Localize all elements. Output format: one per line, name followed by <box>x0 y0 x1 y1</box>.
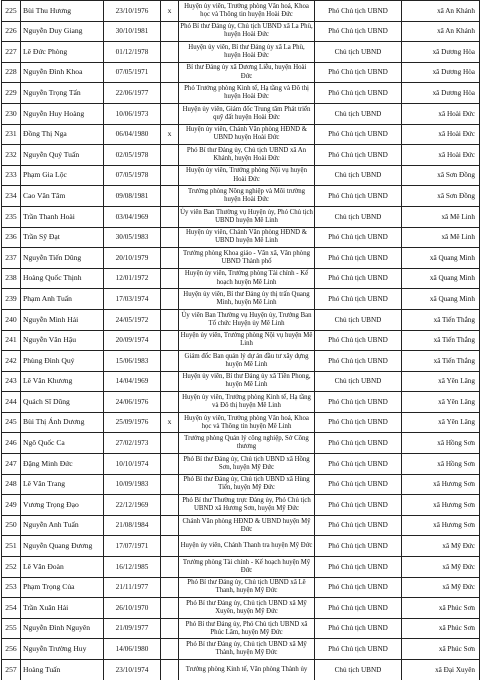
row-number: 232 <box>2 145 21 166</box>
new-position: Phó Chủ tịch UBND <box>315 124 402 145</box>
current-job: Phó Bí thư Đảng ủy, Chủ tịch UBND xã An Khánh, huyện Hoài Đức <box>179 145 315 166</box>
table-row <box>2 145 480 166</box>
date-of-birth: 06/04/1980 <box>104 124 161 145</box>
person-name: Đồng Thị Nga <box>21 124 104 145</box>
assigned-commune: xã Sơn Đồng <box>402 165 480 186</box>
date-of-birth: 21/08/1984 <box>104 515 161 536</box>
table-row <box>2 1 480 22</box>
row-number: 226 <box>2 21 21 42</box>
table-row <box>2 454 480 475</box>
person-name: Trần Sỹ Đạt <box>21 227 104 248</box>
female-mark <box>161 454 179 475</box>
female-mark <box>161 227 179 248</box>
person-name: Nguyễn Anh Tuấn <box>21 515 104 536</box>
assigned-commune: xã Mê Linh <box>402 227 480 248</box>
assigned-commune: xã Dương Hòa <box>402 42 480 63</box>
table-row <box>2 660 480 680</box>
date-of-birth: 30/10/1981 <box>104 21 161 42</box>
row-number: 244 <box>2 392 21 413</box>
date-of-birth: 30/05/1983 <box>104 227 161 248</box>
assigned-commune: xã Tiến Thắng <box>402 330 480 351</box>
row-number: 245 <box>2 412 21 433</box>
date-of-birth: 10/06/1973 <box>104 103 161 124</box>
assigned-commune: xã Quang Minh <box>402 268 480 289</box>
person-name: Nguyễn Trọng Tấn <box>21 83 104 104</box>
new-position: Phó Chủ tịch UBND <box>315 412 402 433</box>
female-mark <box>161 330 179 351</box>
current-job: Huyện ủy viên, Trưởng phòng Nội vụ huyện Mê Linh <box>179 330 315 351</box>
person-name: Trần Xuân Hải <box>21 598 104 619</box>
assigned-commune: xã Hồng Sơn <box>402 433 480 454</box>
female-mark <box>161 495 179 516</box>
assigned-commune: xã Yên Lãng <box>402 412 480 433</box>
current-job: Phó Trưởng phòng Kinh tế, Hạ tầng và Đô thị huyện Hoài Đức <box>179 83 315 104</box>
current-job: Huyện ủy viên, Chánh Văn phòng HĐND & UBND huyện Hoài Đức <box>179 124 315 145</box>
row-number: 233 <box>2 165 21 186</box>
row-number: 235 <box>2 206 21 227</box>
person-name: Phạm Trọng Của <box>21 577 104 598</box>
new-position: Phó Chủ tịch UBND <box>315 433 402 454</box>
current-job: Trưởng phòng Kinh tế, Văn phòng Thành ủy <box>179 660 315 680</box>
person-name: Lê Văn Đoàn <box>21 557 104 578</box>
new-position: Phó Chủ tịch UBND <box>315 227 402 248</box>
row-number: 248 <box>2 474 21 495</box>
row-number: 241 <box>2 330 21 351</box>
row-number: 229 <box>2 83 21 104</box>
row-number: 252 <box>2 557 21 578</box>
assigned-commune: xã Hoài Đức <box>402 145 480 166</box>
row-number: 246 <box>2 433 21 454</box>
person-name: Nguyễn Huy Hoàng <box>21 103 104 124</box>
date-of-birth: 22/12/1969 <box>104 495 161 516</box>
person-name: Nguyễn Đình Nguyên <box>21 618 104 639</box>
current-job: Bí thư Đảng ủy xã Dương Liễu, huyện Hoài Đức <box>179 62 315 83</box>
row-number: 251 <box>2 536 21 557</box>
new-position: Phó Chủ tịch UBND <box>315 515 402 536</box>
table-row <box>2 330 480 351</box>
date-of-birth: 20/10/1979 <box>104 248 161 269</box>
female-mark <box>161 577 179 598</box>
female-mark <box>161 536 179 557</box>
assigned-commune: xã Yên Lãng <box>402 371 480 392</box>
date-of-birth: 26/10/1970 <box>104 598 161 619</box>
current-job: Trưởng phòng Khoa giáo - Văn xã, Văn phòng UBND Thành phố <box>179 248 315 269</box>
current-job: Phó Bí thư Đảng ủy, Chủ tịch UBND xã Mỹ Thành, huyện Mỹ Đức <box>179 639 315 660</box>
date-of-birth: 21/09/1977 <box>104 618 161 639</box>
current-job: Phó Bí thư Thường trực Đảng ủy, Phó Chủ tịch UBND xã Hương Sơn, huyện Mỹ Đức <box>179 495 315 516</box>
table-body <box>2 1 480 680</box>
person-name: Quách Sĩ Dũng <box>21 392 104 413</box>
assigned-commune: xã Dương Hòa <box>402 62 480 83</box>
table-row <box>2 351 480 372</box>
assigned-commune: xã Yên Lãng <box>402 392 480 413</box>
current-job: Huyện ủy viên, Trưởng phòng Văn hoá, Khoa học và Thông tin huyện Hoài Đức <box>179 1 315 22</box>
new-position: Phó Chủ tịch UBND <box>315 289 402 310</box>
person-name: Nguyễn Quý Tuấn <box>21 145 104 166</box>
person-name: Nguyễn Quang Đương <box>21 536 104 557</box>
female-mark <box>161 557 179 578</box>
new-position: Phó Chủ tịch UBND <box>315 392 402 413</box>
new-position: Phó Chủ tịch UBND <box>315 248 402 269</box>
date-of-birth: 14/04/1969 <box>104 371 161 392</box>
current-job: Huyện ủy viên, Bí thư Đảng ủy xã La Phù, huyện Hoài Đức <box>179 42 315 63</box>
person-name: Hoàng Tuấn <box>21 660 104 680</box>
person-name: Bùi Thị Ánh Dương <box>21 412 104 433</box>
new-position: Chủ tịch UBND <box>315 371 402 392</box>
female-mark <box>161 145 179 166</box>
new-position: Phó Chủ tịch UBND <box>315 495 402 516</box>
female-mark <box>161 21 179 42</box>
new-position: Phó Chủ tịch UBND <box>315 83 402 104</box>
table-row <box>2 21 480 42</box>
current-job: Ủy viên Ban Thường vụ Huyện ủy, Trưởng Ban Tổ chức Huyện ủy Mê Linh <box>179 309 315 330</box>
row-number: 254 <box>2 598 21 619</box>
assigned-commune: xã Mê Linh <box>402 206 480 227</box>
new-position: Phó Chủ tịch UBND <box>315 1 402 22</box>
date-of-birth: 16/12/1985 <box>104 557 161 578</box>
current-job: Huyện ủy viên, Trưởng phòng Kinh tế, Hạ tầng và Đô thị huyện Mê Linh <box>179 392 315 413</box>
table-row <box>2 598 480 619</box>
current-job: Phó Bí thư Đảng ủy, Phó Chủ tịch UBND xã Phúc Lâm, huyện Mỹ Đức <box>179 618 315 639</box>
table-row <box>2 83 480 104</box>
person-name: Lê Văn Trang <box>21 474 104 495</box>
person-name: Vương Trọng Đạo <box>21 495 104 516</box>
date-of-birth: 25/09/1976 <box>104 412 161 433</box>
table-row <box>2 577 480 598</box>
current-job: Giám đốc Ban quản lý dự án đầu tư xây dựng huyện Mê Linh <box>179 351 315 372</box>
assigned-commune: xã Hồng Sơn <box>402 454 480 475</box>
current-job: Huyện ủy viên, Bí thư Đảng ủy thị trấn Quang Minh, huyện Mê Linh <box>179 289 315 310</box>
table-row <box>2 639 480 660</box>
female-mark <box>161 371 179 392</box>
new-position: Chủ tịch UBND <box>315 206 402 227</box>
assigned-commune: xã Hương Sơn <box>402 515 480 536</box>
table-row <box>2 227 480 248</box>
date-of-birth: 27/02/1973 <box>104 433 161 454</box>
new-position: Chủ tịch UBND <box>315 309 402 330</box>
female-mark <box>161 639 179 660</box>
row-number: 240 <box>2 309 21 330</box>
date-of-birth: 20/09/1974 <box>104 330 161 351</box>
new-position: Phó Chủ tịch UBND <box>315 618 402 639</box>
date-of-birth: 07/05/1978 <box>104 165 161 186</box>
new-position: Phó Chủ tịch UBND <box>315 62 402 83</box>
female-mark <box>161 598 179 619</box>
assigned-commune: xã Hương Sơn <box>402 474 480 495</box>
assigned-commune: xã Hương Sơn <box>402 495 480 516</box>
female-mark <box>161 248 179 269</box>
assigned-commune: xã Tiến Thắng <box>402 309 480 330</box>
table-row <box>2 371 480 392</box>
female-mark <box>161 165 179 186</box>
row-number: 257 <box>2 660 21 680</box>
person-name: Nguyễn Văn Hậu <box>21 330 104 351</box>
new-position: Phó Chủ tịch UBND <box>315 268 402 289</box>
current-job: Huyện ủy viên, Chánh Thanh tra huyện Mỹ Đức <box>179 536 315 557</box>
date-of-birth: 01/12/1978 <box>104 42 161 63</box>
person-name: Cao Văn Tâm <box>21 186 104 207</box>
current-job: Huyện ủy viên, Giám đốc Trung tâm Phát triển quỹ đất huyện Hoài Đức <box>179 103 315 124</box>
person-name: Đặng Minh Đức <box>21 454 104 475</box>
current-job: Trưởng phòng Quản lý công nghiệp, Sở Công thương <box>179 433 315 454</box>
person-name: Bùi Thu Hương <box>21 1 104 22</box>
row-number: 239 <box>2 289 21 310</box>
date-of-birth: 24/06/1976 <box>104 392 161 413</box>
table-row <box>2 165 480 186</box>
row-number: 231 <box>2 124 21 145</box>
table-row <box>2 536 480 557</box>
date-of-birth: 15/06/1983 <box>104 351 161 372</box>
current-job: Trưởng phòng Tài chính - Kế hoạch huyện Mỹ Đức <box>179 557 315 578</box>
table-row <box>2 124 480 145</box>
assigned-commune: xã Phúc Sơn <box>402 618 480 639</box>
female-mark <box>161 618 179 639</box>
female-mark: x <box>161 412 179 433</box>
table-row <box>2 392 480 413</box>
assigned-commune: xã Mỹ Đức <box>402 557 480 578</box>
date-of-birth: 21/11/1977 <box>104 577 161 598</box>
table-row <box>2 289 480 310</box>
table-row <box>2 557 480 578</box>
row-number: 243 <box>2 371 21 392</box>
new-position: Phó Chủ tịch UBND <box>315 536 402 557</box>
new-position: Phó Chủ tịch UBND <box>315 557 402 578</box>
new-position: Phó Chủ tịch UBND <box>315 330 402 351</box>
table-row <box>2 618 480 639</box>
person-name: Phạm Anh Tuấn <box>21 289 104 310</box>
row-number: 253 <box>2 577 21 598</box>
date-of-birth: 17/07/1971 <box>104 536 161 557</box>
row-number: 242 <box>2 351 21 372</box>
current-job: Huyện ủy viên, Chánh Văn phòng HĐND & UBND huyện Mê Linh <box>179 227 315 248</box>
date-of-birth: 03/04/1969 <box>104 206 161 227</box>
table-row <box>2 103 480 124</box>
current-job: Phó Bí thư Đảng ủy, Chủ tịch UBND xã Hùng Tiến, huyện Mỹ Đức <box>179 474 315 495</box>
person-name: Nguyễn Trường Huy <box>21 639 104 660</box>
row-number: 230 <box>2 103 21 124</box>
female-mark: x <box>161 124 179 145</box>
new-position: Phó Chủ tịch UBND <box>315 454 402 475</box>
table-row <box>2 495 480 516</box>
new-position: Phó Chủ tịch UBND <box>315 21 402 42</box>
assigned-commune: xã Hoài Đức <box>402 124 480 145</box>
assigned-commune: xã Phúc Sơn <box>402 598 480 619</box>
table-row <box>2 515 480 536</box>
date-of-birth: 17/03/1974 <box>104 289 161 310</box>
female-mark <box>161 660 179 680</box>
table-row <box>2 412 480 433</box>
female-mark <box>161 392 179 413</box>
date-of-birth: 02/05/1978 <box>104 145 161 166</box>
current-job: Huyện ủy viên, Trưởng phòng Văn hoá, Khoa học và Thông tin huyện Mê Linh <box>179 412 315 433</box>
row-number: 228 <box>2 62 21 83</box>
current-job: Huyện ủy viên, Trưởng phòng Tài chính - Kế hoạch huyện Mê Linh <box>179 268 315 289</box>
assigned-commune: xã Mỹ Đức <box>402 536 480 557</box>
table-row <box>2 248 480 269</box>
female-mark <box>161 309 179 330</box>
current-job: Ủy viên Ban Thường vụ Huyện ủy, Phó Chủ tịch UBND huyện Mê Linh <box>179 206 315 227</box>
table-row <box>2 42 480 63</box>
assigned-commune: xã Tiến Thắng <box>402 351 480 372</box>
assigned-commune: xã Sơn Đồng <box>402 186 480 207</box>
person-name: Nguyễn Đình Khoa <box>21 62 104 83</box>
table-row <box>2 474 480 495</box>
assigned-commune: xã An Khánh <box>402 21 480 42</box>
female-mark <box>161 103 179 124</box>
appointment-table <box>1 0 480 680</box>
assigned-commune: xã Quang Minh <box>402 248 480 269</box>
female-mark <box>161 42 179 63</box>
date-of-birth: 10/10/1974 <box>104 454 161 475</box>
row-number: 247 <box>2 454 21 475</box>
row-number: 225 <box>2 1 21 22</box>
row-number: 227 <box>2 42 21 63</box>
person-name: Lê Văn Khương <box>21 371 104 392</box>
female-mark <box>161 83 179 104</box>
female-mark <box>161 62 179 83</box>
row-number: 234 <box>2 186 21 207</box>
current-job: Phó Bí thư Đảng ủy, Chủ tịch UBND xã Hồng Sơn, huyện Mỹ Đức <box>179 454 315 475</box>
new-position: Phó Chủ tịch UBND <box>315 351 402 372</box>
person-name: Nguyễn Duy Giang <box>21 21 104 42</box>
new-position: Phó Chủ tịch UBND <box>315 186 402 207</box>
female-mark <box>161 186 179 207</box>
female-mark <box>161 433 179 454</box>
row-number: 256 <box>2 639 21 660</box>
person-name: Lê Đức Phòng <box>21 42 104 63</box>
date-of-birth: 23/10/1974 <box>104 660 161 680</box>
current-job: Chánh Văn phòng HĐND & UBND huyện Mỹ Đức <box>179 515 315 536</box>
date-of-birth: 14/06/1980 <box>104 639 161 660</box>
new-position: Phó Chủ tịch UBND <box>315 639 402 660</box>
current-job: Phó Bí thư Đảng ủy, Chủ tịch UBND xã La Phù, huyện Hoài Đức <box>179 21 315 42</box>
current-job: Phó Bí thư Đảng ủy, Chủ tịch UBND xã Mỹ Xuyên, huyện Mỹ Đức <box>179 598 315 619</box>
person-name: Trần Thanh Hoài <box>21 206 104 227</box>
current-job: Trưởng phòng Nông nghiệp và Môi trường huyện Hoài Đức <box>179 186 315 207</box>
current-job: Huyện ủy viên, Bí thư Đảng ủy xã Tiền Phong, huyện Mê Linh <box>179 371 315 392</box>
person-name: Hoàng Quốc Thịnh <box>21 268 104 289</box>
row-number: 238 <box>2 268 21 289</box>
person-name: Phùng Đình Quý <box>21 351 104 372</box>
table-row <box>2 206 480 227</box>
date-of-birth: 23/10/1976 <box>104 1 161 22</box>
person-name: Nguyễn Minh Hải <box>21 309 104 330</box>
table-row <box>2 62 480 83</box>
assigned-commune: xã Dương Hòa <box>402 83 480 104</box>
assigned-commune: xã An Khánh <box>402 1 480 22</box>
date-of-birth: 22/06/1977 <box>104 83 161 104</box>
assigned-commune: xã Quang Minh <box>402 289 480 310</box>
new-position: Phó Chủ tịch UBND <box>315 474 402 495</box>
date-of-birth: 12/01/1972 <box>104 268 161 289</box>
row-number: 255 <box>2 618 21 639</box>
new-position: Phó Chủ tịch UBND <box>315 145 402 166</box>
row-number: 237 <box>2 248 21 269</box>
date-of-birth: 10/09/1983 <box>104 474 161 495</box>
row-number: 249 <box>2 495 21 516</box>
table-row <box>2 309 480 330</box>
table-row <box>2 433 480 454</box>
person-name: Ngô Quốc Ca <box>21 433 104 454</box>
current-job: Phó Bí thư Đảng ủy, Chủ tịch UBND xã Lê Thanh, huyện Mỹ Đức <box>179 577 315 598</box>
person-name: Phạm Gia Lộc <box>21 165 104 186</box>
assigned-commune: xã Đại Xuyên <box>402 660 480 680</box>
date-of-birth: 09/08/1981 <box>104 186 161 207</box>
table-row <box>2 268 480 289</box>
person-name: Nguyễn Tiến Dũng <box>21 248 104 269</box>
row-number: 250 <box>2 515 21 536</box>
assigned-commune: xã Hoài Đức <box>402 103 480 124</box>
new-position: Chủ tịch UBND <box>315 103 402 124</box>
new-position: Chủ tịch UBND <box>315 660 402 680</box>
female-mark <box>161 474 179 495</box>
date-of-birth: 07/05/1971 <box>104 62 161 83</box>
date-of-birth: 24/05/1972 <box>104 309 161 330</box>
new-position: Chủ tịch UBND <box>315 42 402 63</box>
female-mark <box>161 289 179 310</box>
female-mark: x <box>161 1 179 22</box>
new-position: Chủ tịch UBND <box>315 165 402 186</box>
female-mark <box>161 515 179 536</box>
row-number: 236 <box>2 227 21 248</box>
assigned-commune: xã Mỹ Đức <box>402 577 480 598</box>
assigned-commune: xã Phúc Sơn <box>402 639 480 660</box>
current-job: Huyện ủy viên, Trưởng phòng Nội vụ huyện Hoài Đức <box>179 165 315 186</box>
female-mark <box>161 268 179 289</box>
female-mark <box>161 206 179 227</box>
new-position: Phó Chủ tịch UBND <box>315 598 402 619</box>
female-mark <box>161 351 179 372</box>
new-position: Phó Chủ tịch UBND <box>315 577 402 598</box>
table-row <box>2 186 480 207</box>
